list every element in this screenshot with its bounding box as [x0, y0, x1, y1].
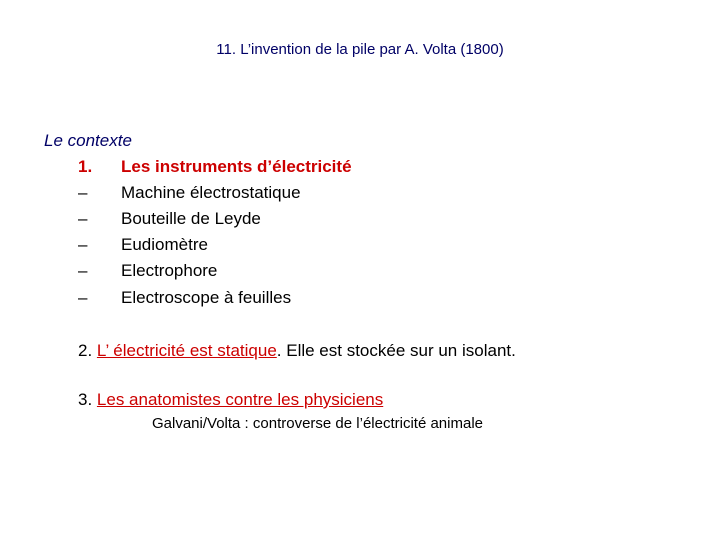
section3-highlight: Les anatomistes contre les physiciens: [96, 390, 384, 409]
list-item-text: Electrophore: [121, 261, 218, 280]
list-item-text: Eudiomètre: [121, 235, 208, 254]
section3-paragraph: [78, 390, 383, 410]
dash-marker: –: [78, 235, 88, 254]
dash-marker: –: [78, 183, 88, 202]
list-item-text: Bouteille de Leyde: [121, 209, 261, 228]
section1-number: 1.: [78, 157, 93, 176]
list-item-text: Machine électrostatique: [121, 183, 301, 202]
section2-paragraph: [78, 341, 516, 361]
section2-rest: . Elle est stockée sur un isolant.: [276, 341, 516, 360]
context-heading: Le contexte: [44, 131, 132, 150]
section1-label: Les instruments d’électricité: [121, 157, 352, 176]
dash-marker: –: [78, 288, 88, 307]
list-item-text: Electroscope à feuilles: [121, 288, 292, 307]
dash-marker: –: [78, 261, 88, 280]
dash-marker: –: [78, 209, 88, 228]
section2-highlight: L’ électricité est statique: [96, 341, 277, 360]
section3-subline: Galvani/Volta : controverse de l’électricité animale: [152, 415, 483, 432]
section3-number: 3.: [78, 390, 93, 409]
slide-title: 11. L’invention de la pile par A. Volta (1800): [216, 41, 504, 58]
section2-number: 2.: [78, 341, 93, 360]
